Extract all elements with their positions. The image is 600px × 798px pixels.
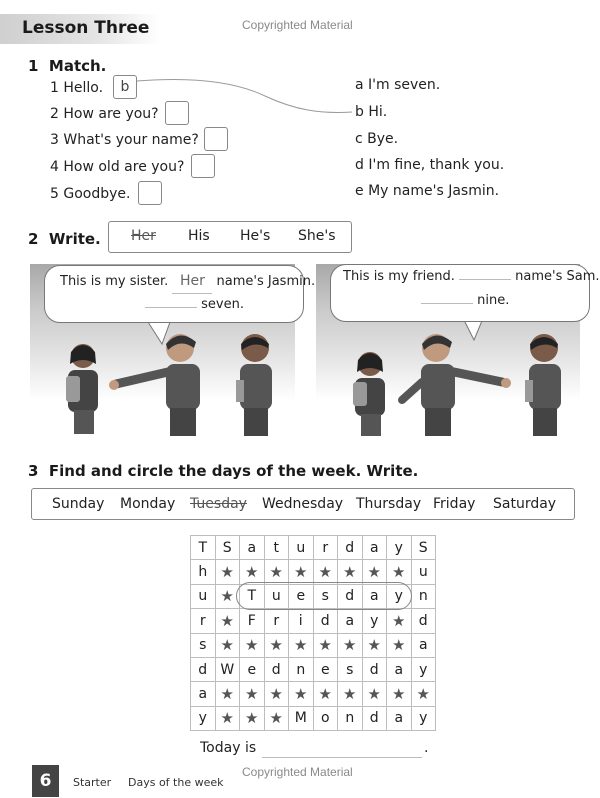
grid-cell[interactable]: y bbox=[411, 657, 436, 681]
grid-star-icon[interactable]: ★ bbox=[411, 682, 436, 706]
girl-figure bbox=[66, 344, 98, 434]
grid-cell[interactable]: a bbox=[362, 536, 387, 560]
grid-cell[interactable]: h bbox=[191, 560, 216, 584]
watermark-top: Copyrighted Material bbox=[242, 18, 353, 32]
ex1-q4-text: How old are you? bbox=[63, 159, 185, 175]
bubble-2-pre: This is my friend. bbox=[343, 269, 455, 284]
boy-1-figure-2 bbox=[402, 334, 511, 436]
bubble-1-pre: This is my sister. bbox=[60, 274, 169, 289]
grid-cell[interactable]: a bbox=[387, 706, 412, 730]
ex3-day-wednesday: Wednesday bbox=[262, 496, 344, 512]
ex1-q3-answer-box[interactable] bbox=[204, 127, 228, 151]
watermark-bottom: Copyrighted Material bbox=[242, 765, 353, 779]
grid-cell[interactable]: d bbox=[264, 657, 289, 681]
ex2-title: Write. bbox=[48, 230, 101, 248]
grid-cell[interactable]: r bbox=[264, 609, 289, 633]
grid-star-icon[interactable]: ★ bbox=[215, 633, 240, 657]
grid-star-icon[interactable]: ★ bbox=[215, 706, 240, 730]
grid-cell[interactable]: d bbox=[191, 657, 216, 681]
ex3-heading bbox=[28, 462, 418, 480]
grid-cell[interactable]: a bbox=[411, 633, 436, 657]
ex1-answer-b bbox=[355, 104, 387, 120]
ex2-word-his: His bbox=[188, 228, 210, 244]
grid-cell[interactable]: T bbox=[191, 536, 216, 560]
footer-section: Starter bbox=[73, 776, 112, 789]
grid-cell[interactable]: r bbox=[313, 536, 338, 560]
grid-star-icon[interactable]: ★ bbox=[264, 633, 289, 657]
ex1-q1-answer-box[interactable]: b bbox=[113, 75, 137, 99]
bubble-2-line-1 bbox=[343, 265, 600, 289]
grid-star-icon[interactable]: ★ bbox=[215, 682, 240, 706]
grid-star-icon[interactable]: ★ bbox=[264, 682, 289, 706]
ex2-word-shes: She's bbox=[298, 228, 336, 244]
grid-cell[interactable]: d bbox=[338, 536, 363, 560]
grid-cell[interactable]: y bbox=[362, 609, 387, 633]
grid-cell[interactable]: n bbox=[411, 584, 436, 608]
grid-row bbox=[191, 682, 436, 706]
ex1-q5-answer-box[interactable] bbox=[138, 181, 162, 205]
grid-star-icon[interactable]: ★ bbox=[264, 706, 289, 730]
bubble-1-line-1 bbox=[60, 269, 315, 294]
grid-star-icon[interactable]: ★ bbox=[215, 609, 240, 633]
tuesday-circle bbox=[236, 582, 412, 610]
grid-star-icon[interactable]: ★ bbox=[240, 682, 265, 706]
grid-cell[interactable]: e bbox=[289, 584, 314, 608]
bubble-1-answer[interactable]: Her bbox=[172, 269, 212, 294]
ex2-number: 2 bbox=[28, 230, 39, 248]
grid-cell[interactable]: a bbox=[240, 536, 265, 560]
grid-cell[interactable]: s bbox=[338, 657, 363, 681]
ex1-number: 1 bbox=[28, 57, 39, 75]
page-number: 6 bbox=[32, 765, 59, 797]
grid-cell[interactable]: u bbox=[411, 560, 436, 584]
grid-cell[interactable]: d bbox=[362, 657, 387, 681]
grid-star-icon[interactable]: ★ bbox=[387, 633, 412, 657]
bubble-1-blank-2[interactable] bbox=[145, 307, 197, 308]
grid-cell[interactable]: u bbox=[264, 584, 289, 608]
footer-topic: Days of the week bbox=[128, 776, 224, 789]
grid-cell[interactable]: t bbox=[264, 536, 289, 560]
ex1-title: Match. bbox=[48, 57, 107, 75]
grid-cell[interactable]: e bbox=[313, 657, 338, 681]
grid-row bbox=[191, 609, 436, 633]
ex1-answer-d-letter: d bbox=[355, 157, 364, 173]
ex1-answer-d bbox=[355, 157, 504, 173]
grid-star-icon[interactable]: ★ bbox=[338, 560, 363, 584]
grid-star-icon[interactable]: ★ bbox=[362, 560, 387, 584]
bubble-2-post: name's Sam. bbox=[515, 269, 600, 284]
ex3-number: 3 bbox=[28, 462, 39, 480]
grid-cell[interactable]: T bbox=[240, 584, 265, 608]
boy-1-figure bbox=[109, 334, 200, 436]
grid-star-icon[interactable]: ★ bbox=[264, 560, 289, 584]
grid-cell[interactable]: y bbox=[387, 584, 412, 608]
grid-star-icon[interactable]: ★ bbox=[313, 682, 338, 706]
grid-cell[interactable]: i bbox=[289, 609, 314, 633]
today-end: . bbox=[424, 740, 429, 756]
ex1-q5-text: Goodbye. bbox=[63, 186, 131, 202]
ex2-word-hes: He's bbox=[240, 228, 271, 244]
ex1-question-1 bbox=[50, 80, 103, 96]
speech-bubble-2 bbox=[330, 264, 600, 322]
grid-cell[interactable]: M bbox=[289, 706, 314, 730]
ex1-q4-number: 4 bbox=[50, 159, 59, 175]
ex1-answer-c bbox=[355, 131, 398, 147]
grid-star-icon[interactable]: ★ bbox=[240, 633, 265, 657]
ex3-day-saturday: Saturday bbox=[493, 496, 557, 512]
bubble-2-blank-2[interactable] bbox=[421, 303, 473, 304]
bubble-1-line2-text: seven. bbox=[201, 297, 244, 312]
grid-star-icon[interactable]: ★ bbox=[338, 682, 363, 706]
grid-cell[interactable]: S bbox=[215, 536, 240, 560]
ex3-day-friday: Friday bbox=[433, 496, 476, 512]
grid-cell[interactable]: n bbox=[338, 706, 363, 730]
bubble-1-line-2 bbox=[145, 293, 244, 317]
bubble-2-blank-1[interactable] bbox=[459, 279, 511, 280]
grid-star-icon[interactable]: ★ bbox=[215, 584, 240, 608]
ex1-answer-a-text: I'm seven. bbox=[368, 77, 441, 93]
ex1-answer-e-text: My name's Jasmin. bbox=[368, 183, 500, 199]
lesson-title: Lesson Three bbox=[22, 18, 150, 38]
ex1-q4-answer-box[interactable] bbox=[191, 154, 215, 178]
grid-star-icon[interactable]: ★ bbox=[387, 560, 412, 584]
ex1-answer-a bbox=[355, 77, 440, 93]
ex1-answer-a-letter: a bbox=[355, 77, 364, 93]
grid-row bbox=[191, 657, 436, 681]
grid-star-icon[interactable]: ★ bbox=[289, 682, 314, 706]
ex1-q2-text: How are you? bbox=[63, 106, 159, 122]
ex3-day-tuesday: Tuesday bbox=[190, 496, 247, 512]
grid-cell[interactable]: e bbox=[240, 657, 265, 681]
ex1-q1-number: 1 bbox=[50, 80, 59, 96]
grid-cell[interactable]: W bbox=[215, 657, 240, 681]
ex1-q2-answer-box[interactable] bbox=[165, 101, 189, 125]
ex1-question-3 bbox=[50, 132, 199, 148]
grid-star-icon[interactable]: ★ bbox=[240, 706, 265, 730]
grid-cell[interactable]: s bbox=[313, 584, 338, 608]
grid-star-icon[interactable]: ★ bbox=[387, 682, 412, 706]
ex2-word-her: Her bbox=[131, 228, 156, 244]
ex1-answer-c-text: Bye. bbox=[367, 131, 399, 147]
ex3-day-thursday: Thursday bbox=[356, 496, 422, 512]
boy-2-figure-2 bbox=[525, 334, 561, 436]
ex1-q3-number: 3 bbox=[50, 132, 59, 148]
grid-star-icon[interactable]: ★ bbox=[240, 560, 265, 584]
grid-cell[interactable]: d bbox=[362, 706, 387, 730]
grid-cell[interactable]: n bbox=[289, 657, 314, 681]
ex1-q3-text: What's your name? bbox=[63, 132, 199, 148]
ex2-heading bbox=[28, 230, 101, 248]
grid-cell[interactable]: y bbox=[411, 706, 436, 730]
grid-cell[interactable]: u bbox=[289, 536, 314, 560]
bubble-1-tail bbox=[148, 322, 170, 344]
girl-figure-2 bbox=[353, 352, 385, 436]
ex1-q1-text: Hello. bbox=[63, 80, 104, 96]
today-answer-line[interactable] bbox=[262, 757, 422, 758]
grid-cell[interactable]: d bbox=[411, 609, 436, 633]
ex1-answer-e bbox=[355, 183, 499, 199]
ex1-answer-d-text: I'm fine, thank you. bbox=[368, 157, 505, 173]
grid-cell[interactable]: d bbox=[338, 584, 363, 608]
grid-cell[interactable]: S bbox=[411, 536, 436, 560]
grid-cell[interactable]: s bbox=[191, 633, 216, 657]
speech-bubble-1 bbox=[44, 265, 316, 323]
grid-cell[interactable]: d bbox=[313, 609, 338, 633]
grid-cell[interactable]: a bbox=[338, 609, 363, 633]
grid-cell[interactable]: r bbox=[191, 609, 216, 633]
grid-star-icon[interactable]: ★ bbox=[362, 633, 387, 657]
grid-row bbox=[191, 560, 436, 584]
ex1-answer-b-letter: b bbox=[355, 104, 364, 120]
grid-row bbox=[191, 633, 436, 657]
grid-cell[interactable]: F bbox=[240, 609, 265, 633]
grid-star-icon[interactable]: ★ bbox=[313, 633, 338, 657]
grid-cell[interactable]: a bbox=[362, 584, 387, 608]
today-label: Today is bbox=[200, 740, 257, 756]
ex1-q5-number: 5 bbox=[50, 186, 59, 202]
grid-star-icon[interactable]: ★ bbox=[362, 682, 387, 706]
ex1-q2-number: 2 bbox=[50, 106, 59, 122]
ex1-question-4 bbox=[50, 159, 184, 175]
grid-cell[interactable]: a bbox=[387, 657, 412, 681]
grid-star-icon[interactable]: ★ bbox=[289, 560, 314, 584]
ex1-question-5 bbox=[50, 186, 130, 202]
grid-star-icon[interactable]: ★ bbox=[387, 609, 412, 633]
grid-row bbox=[191, 706, 436, 730]
word-search-grid bbox=[190, 535, 436, 731]
ex1-answer-c-letter: c bbox=[355, 131, 363, 147]
grid-star-icon[interactable]: ★ bbox=[313, 560, 338, 584]
grid-star-icon[interactable]: ★ bbox=[215, 560, 240, 584]
grid-cell[interactable]: y bbox=[387, 536, 412, 560]
ex3-day-monday: Monday bbox=[120, 496, 176, 512]
ex3-title: Find and circle the days of the week. Write. bbox=[48, 462, 419, 480]
bubble-1-post: name's Jasmin. bbox=[216, 274, 316, 289]
grid-row bbox=[191, 536, 436, 560]
grid-cell[interactable]: o bbox=[313, 706, 338, 730]
bubble-2-line2-text: nine. bbox=[477, 293, 510, 308]
ex1-answer-b-text: Hi. bbox=[368, 104, 388, 120]
grid-cell[interactable]: y bbox=[191, 706, 216, 730]
grid-star-icon[interactable]: ★ bbox=[289, 633, 314, 657]
ex1-question-2 bbox=[50, 106, 159, 122]
boy-2-figure bbox=[236, 334, 272, 436]
grid-cell[interactable]: u bbox=[191, 584, 216, 608]
ex1-answer-e-letter: e bbox=[355, 183, 364, 199]
ex3-day-sunday: Sunday bbox=[52, 496, 105, 512]
grid-cell[interactable]: a bbox=[191, 682, 216, 706]
bubble-2-line-2 bbox=[421, 289, 509, 313]
grid-star-icon[interactable]: ★ bbox=[338, 633, 363, 657]
